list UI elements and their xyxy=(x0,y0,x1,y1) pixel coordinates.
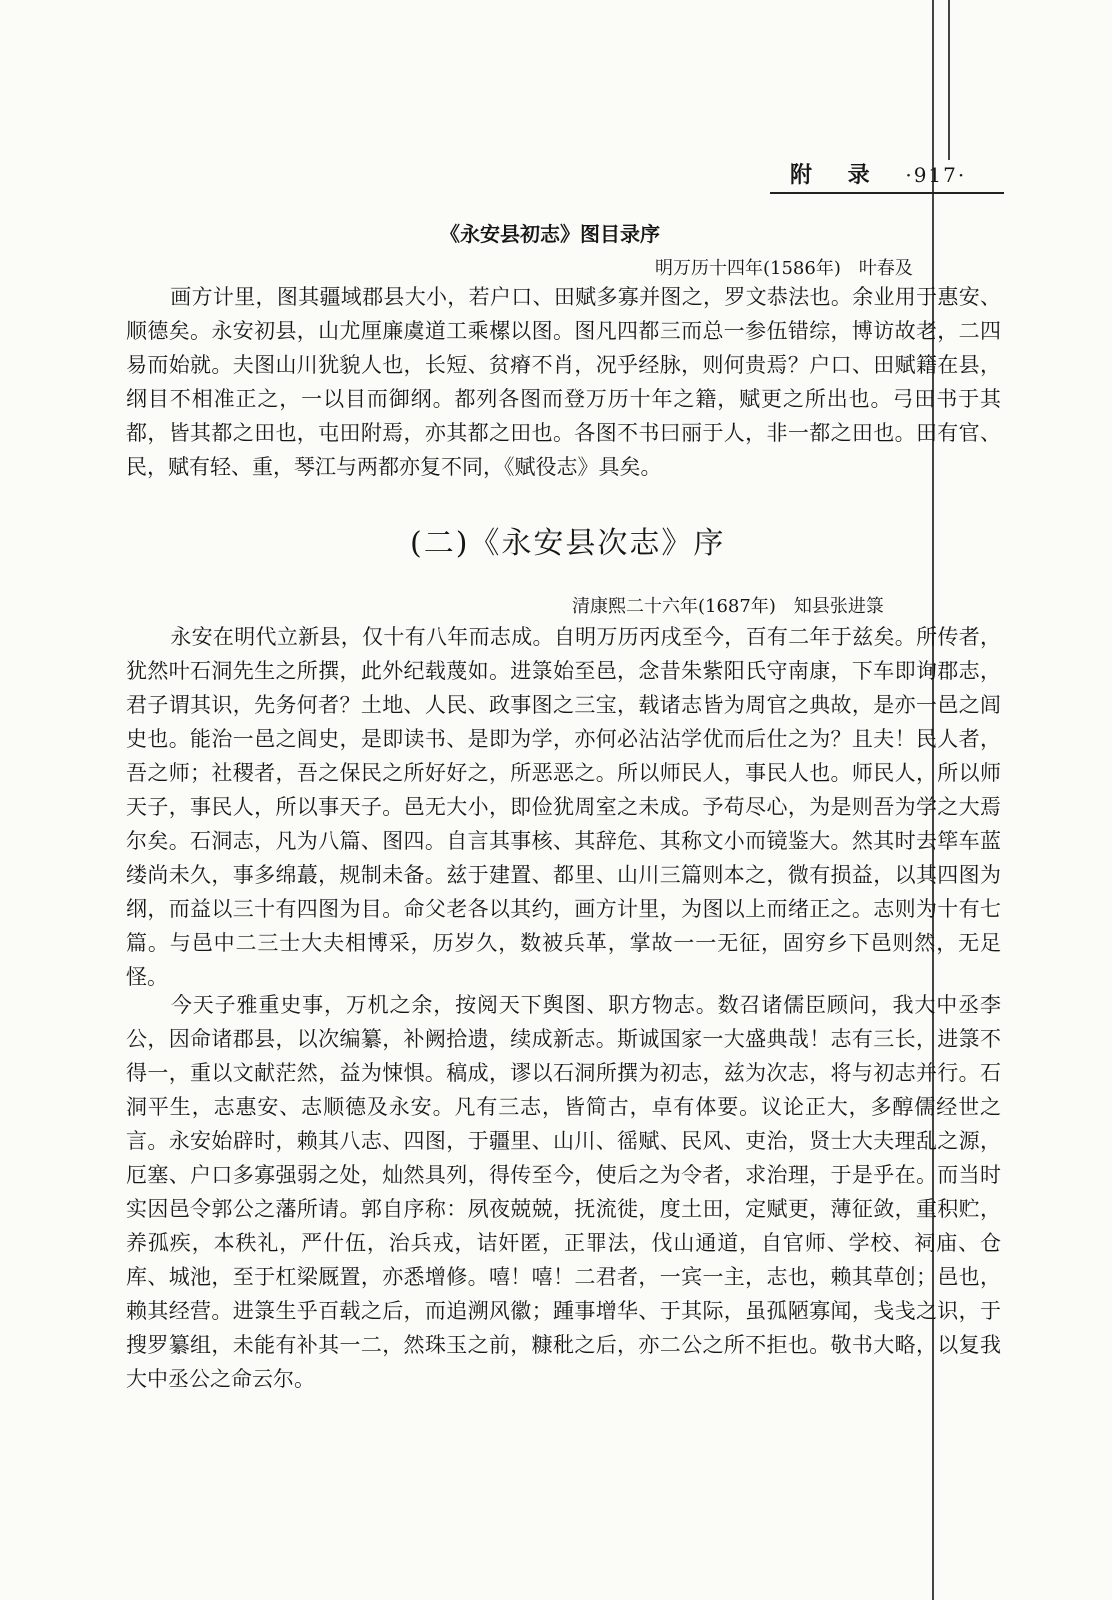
section-byline-1: 明万历十四年(1586年) 叶春及 xyxy=(655,258,913,279)
page-number: ·917· xyxy=(905,163,967,187)
scan-margin-line-short xyxy=(948,0,950,160)
paragraph-text: 今天子雅重史事，万机之余，按阅天下舆图、职方物志。数召诸儒臣顾问，我大中丞李公，因命诸郡县，以次编纂，补阙拾遗，续成新志。斯诚国家一大盛典哉！志有三长，进箓不得一，重以文献茫然，益为悚惧。稿成，谬以石洞所撰为初志，兹为次志，将与初志并行。石洞平生，志惠安、志顺德及永安。凡有三志，皆简古，卓有体要。议论正大，多醇儒经世之言。永安始辟时，赖其八志、四图，于疆里、山川、徭赋、民风、吏治，贤士大夫理乱之源，厄塞、户口多寡强弱之处，灿然具列，得传至今，使后之为令者，求治理，于是乎在。而当时实因邑令郭公之藩所请。郭自序称：夙夜兢兢，抚流徙，度土田，定赋更，薄征敛，重积贮，养孤疾，本秩礼，严什伍，治兵戎，诘奸匿，正罪法，伐山通道，自官师、学校、祠庙、仓库、城池，至于杠梁厩置，亦悉增修。嘻！嘻！二君者，一宾一主，志也，赖其草创；邑也，赖其经营。进箓生乎百载之后，而追溯风徽；踵事增华、于其际，虽孤陋寡闻，戋戋之识，于搜罗纂组，未能有补其一二，然珠玉之前，糠秕之后，亦二公之所不拒也。敬书大略，以复我大中丞公之命云尔。 xyxy=(126,993,1001,1391)
section-byline-2: 清康熙二十六年(1687年) 知县张进箓 xyxy=(572,596,884,617)
paragraph-text: 画方计里，图其疆域郡县大小，若户口、田赋多寡并图之，罗文恭法也。余业用于惠安、顺德矣。永安初县，山尤厘廉虞道工乘樏以图。图凡四都三而总一参伍错综，博访故老，二四易而始就。夫图山川犹貌人也，长短、贫瘠不肖，况乎经脉，则何贵焉？户口、田赋籍在县，纲目不相准正之，一以目而御纲。都列各图而登万历十年之籍，赋更之所出也。弓田书于其都，皆其都之田也，屯田附焉，亦其都之田也。各图不书曰丽于人，非一都之田也。田有官、民，赋有轻、重，琴江与两都亦复不同，《赋役志》具矣。 xyxy=(126,285,1001,479)
section-2-paragraph-2 xyxy=(126,988,1001,1396)
section-title-2: (二)《永安县次志》序 xyxy=(410,526,726,561)
paragraph-text: 永安在明代立新县，仅十有八年而志成。自明万历丙戌至今，百有二年于兹矣。所传者，犹然叶石洞先生之所撰，此外纪载蔑如。进箓始至邑，念昔朱紫阳氏守南康，下车即询郡志，君子谓其识，先务何者？土地、人民、政事图之三宝，载诸志皆为周官之典故，是亦一邑之闾史也。能治一邑之闾史，是即读书、是即为学，亦何必沾沾学优而后仕之为？且夫！民人者，吾之师；社稷者，吾之保民之所好好之，所恶恶之。所以师民人，事民人也。师民人，所以师天子，事民人，所以事天子。邑无大小，即俭犹周室之未成。予苟尽心，为是则吾为学之大焉尔矣。石洞志，凡为八篇、图四。自言其事核、其辞危、其称文小而镜鉴大。然其时去筚车蓝缕尚未久，事多绵蕞，规制未备。兹于建置、都里、山川三篇则本之，微有损益，以其四图为纲，而益以三十有四图为目。命父老各以其约，画方计里，为图以上而绪正之。志则为十有七篇。与邑中二三士大夫相博采，历岁久，数被兵革，掌故一一无征，固穷乡下邑则然，无足怪。 xyxy=(126,625,1001,989)
section-1-paragraph xyxy=(126,280,1001,484)
section-title-1: 《永安县初志》图目录序 xyxy=(440,222,660,246)
header-section: 附 录 xyxy=(790,162,884,188)
section-2-paragraph-1 xyxy=(126,620,1001,994)
header-rule xyxy=(770,192,1004,194)
running-header xyxy=(790,158,966,189)
